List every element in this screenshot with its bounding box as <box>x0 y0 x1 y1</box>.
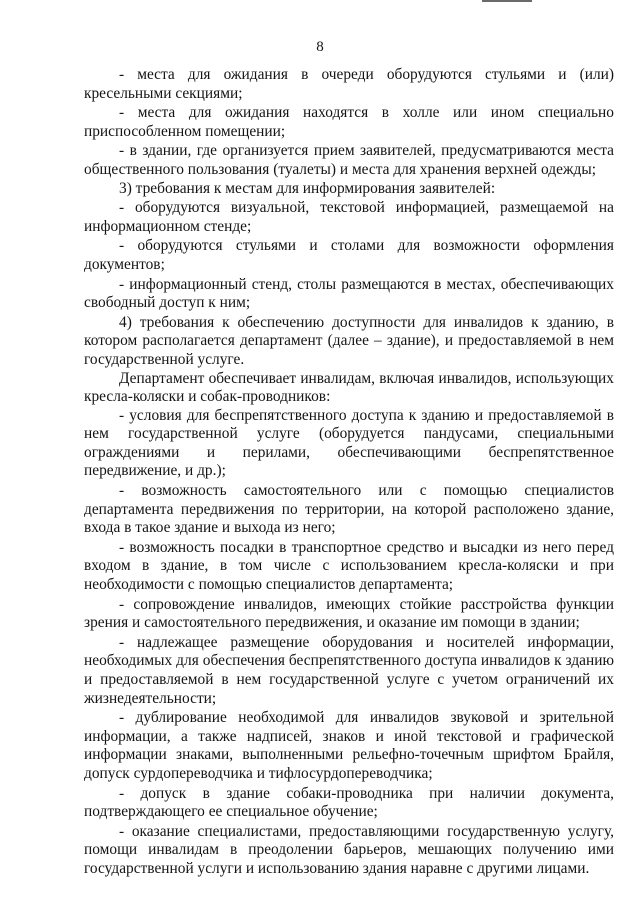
paragraph-free-access: - информационный стенд, столы размещаются в местах, обеспечивающих свободный доступ к ним; <box>84 275 614 312</box>
document-body <box>84 66 614 879</box>
paragraph-waiting-seats: - места для ожидания в очереди оборудуются стульями и (или) кресельными секциями; <box>84 66 614 102</box>
paragraph-escort: - сопровождение инвалидов, имеющих стойкие расстройства функции зрения и самостоятельного передвижения, и оказание им помощи в здании; <box>84 595 614 632</box>
paragraph-chairs-tables: - оборудуются стульями и столами для возможности оформления документов; <box>84 237 614 273</box>
paragraph-equipment-placement: - надлежащее размещение оборудования и носителей информации, необходимых для обеспечения беспрепятственного доступа инвалидов к зданию и предоставляемой в нем государственной услуге с учетом ограничений их жизнедеятельности; <box>84 633 614 707</box>
paragraph-accessibility-requirements: 4) требования к обеспечению доступности для инвалидов к зданию, в котором располагается департамент (далее – здание), и предоставляемой в нем государственной услуге. <box>84 313 614 368</box>
paragraph-public-facilities: - в здании, где организуется прием заявителей, предусматриваются места общественного пользования (туалеты) и места для хранения верхней одежды; <box>84 142 614 178</box>
paragraph-unobstructed-access: - условия для беспрепятственного доступа к зданию и предоставляемой в нем государственной услуге (оборудуется пандусами, специальными ограждениями и перилами, обеспечивающими беспрепятственное передвижение, и др.); <box>84 406 614 480</box>
top-edge-mark <box>482 0 532 2</box>
paragraph-independent-movement: - возможность самостоятельного или с помощью специалистов департамента передвижения по территории, на которой расположено здание, входа в такое здание и выхода из него; <box>84 482 614 537</box>
paragraph-department-provides: Департамент обеспечивает инвалидам, включая инвалидов, использующих кресла-коляски и собак-проводников: <box>84 369 614 406</box>
paragraph-duplication: - дублирование необходимой для инвалидов звуковой и зрительной информации, а также надписей, знаков и иной текстовой и графической информации знаками, выполненными рельефно-точечным шрифтом Брайля, допуск сурдопереводчика и тифлосурдопереводчика; <box>84 709 614 782</box>
paragraph-info-requirements: 3) требования к местам для информирования заявителей: <box>119 179 496 197</box>
paragraph-vehicle-boarding: - возможность посадки в транспортное средство и высадки из него перед входом в здание, в том числе с использованием кресла-коляски и при необходимости с помощью специалистов департамента; <box>84 538 614 594</box>
paragraph-guide-dog: - допуск в здание собаки-проводника при наличии документа, подтверждающего ее специальное обучение; <box>84 784 614 821</box>
page-number: 8 <box>316 39 324 55</box>
paragraph-info-stand: - оборудуются визуальной, текстовой информацией, размещаемой на информационном стенде; <box>84 199 614 235</box>
paragraph-waiting-hall: - места для ожидания находятся в холле или ином специально приспособленном помещении; <box>84 104 614 140</box>
paragraph-specialist-assistance: - оказание специалистами, предоставляющими государственную услугу, помощи инвалидам в преодолении барьеров, мешающих получению ими государственной услуги и использованию здания наравне с другими лицами. <box>84 822 614 877</box>
